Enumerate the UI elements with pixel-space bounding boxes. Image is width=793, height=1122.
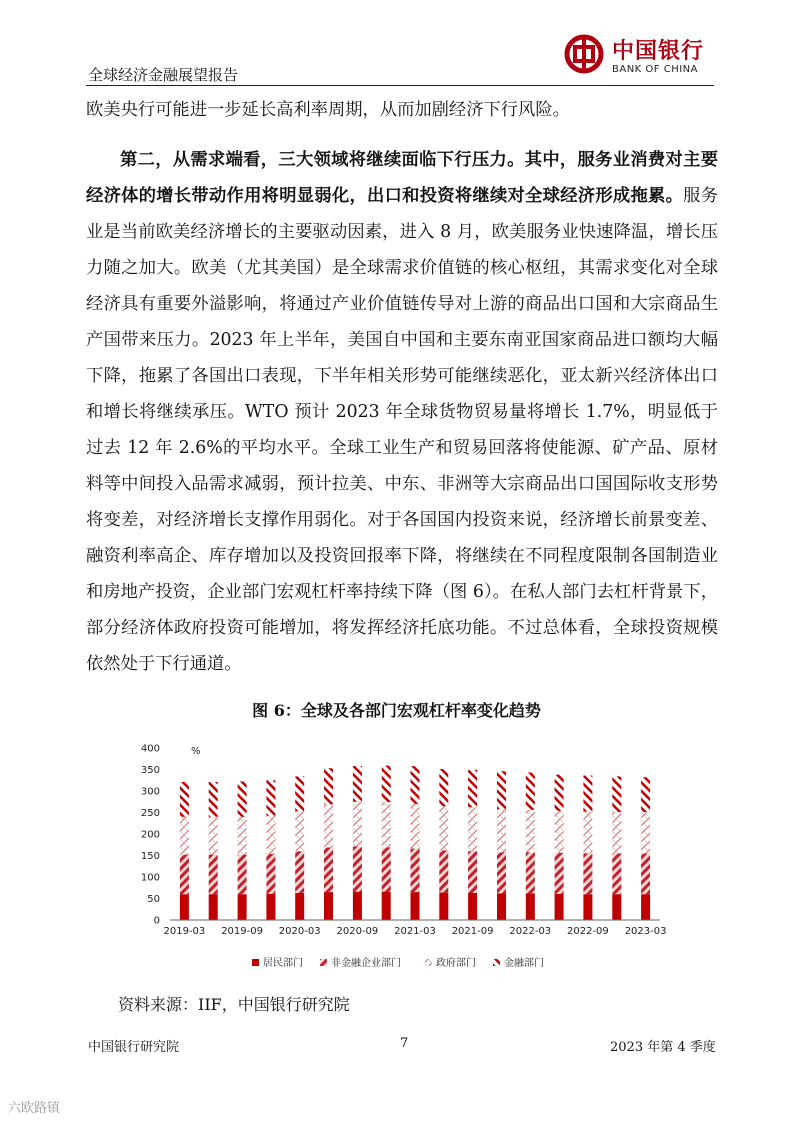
- leverage-chart: [100, 735, 680, 980]
- bar-financial: [238, 782, 247, 817]
- bar-financial: [266, 780, 275, 815]
- bar-financial: [497, 771, 506, 809]
- x-tick-label: 2020-09: [336, 926, 379, 937]
- bar-household: [209, 894, 218, 920]
- y-tick-label: 250: [140, 808, 160, 819]
- bar-household: [180, 894, 189, 920]
- header-divider: [86, 85, 714, 86]
- legend-label: 居民部门: [263, 958, 303, 969]
- footer-period: 2023 年第 4 季度: [610, 1040, 716, 1055]
- legend-swatch: [252, 959, 259, 966]
- bar-household: [382, 892, 391, 920]
- bar-corporate: [353, 847, 362, 892]
- bar-corporate: [411, 849, 420, 892]
- bar-government: [295, 811, 304, 851]
- legend-label: 政府部门: [436, 958, 476, 969]
- legend-swatch: [425, 959, 432, 966]
- bar-household: [497, 893, 506, 920]
- y-tick-label: 150: [140, 851, 160, 862]
- bar-corporate: [641, 853, 650, 894]
- report-title: 全球经济金融展望报告: [88, 66, 239, 84]
- bar-corporate: [439, 850, 448, 892]
- x-tick-label: 2019-09: [221, 926, 263, 937]
- bar-financial: [555, 775, 564, 811]
- bar-financial: [641, 777, 650, 812]
- x-tick-label: 2022-09: [567, 926, 609, 937]
- bar-government: [353, 802, 362, 847]
- bar-household: [295, 893, 304, 920]
- bar-household: [526, 893, 535, 920]
- bar-government: [266, 816, 275, 854]
- legend-label: 非金融企业部门: [331, 958, 401, 969]
- bar-financial: [180, 782, 189, 817]
- bar-financial: [468, 770, 477, 807]
- bar-household: [641, 894, 650, 920]
- y-tick-label: 100: [140, 872, 160, 884]
- paragraph-2-body: 服务业是当前欧美经济增长的主要驱动因素，进入 8 月，欧美服务业快速降温，增长压力随之加大。欧美（尤其美国）是全球需求价值链的核心枢纽，其需求变化对全球经济具有重要外溢影响，将通过产业价值链传导对上游的商品出口国和大宗商品生产国带来压力。2023 年上半年，美国自中国和主要东南亚国家商品进口额均大幅下降，拖累了各国出口表现，下半年相关形势可能继续恶化，亚太新兴经济体出口和增长将继续承压。WTO 预计 2023 年全球货物贸易量将增长 1.7%，明显低于过去 12 年 2.6%的平均水平。全球工业生产和贸易回落将使能源、矿产品、原材料等中间投入品需求减弱，预计拉美、中东、非洲等大宗商品出口国国际收支形势将变差，对经济增长支撑作用弱化。对于各国国内投资来说，经济增长前景变差、融资利率高企、库存增加以及投资回报率下降，将继续在不同程度限制各国制造业和房地产投资，企业部门宏观杠杆率持续下降（图 6）。在私人部门去杠杆背景下，部分经济体政府投资可能增加，将发挥经济托底功能。不过总体看，全球投资规模依然处于下行通道。: [86, 186, 718, 674]
- bar-household: [324, 892, 333, 920]
- bar-government: [324, 804, 333, 847]
- bar-government: [555, 811, 564, 853]
- y-tick-label: 300: [140, 786, 160, 798]
- y-tick-label: 50: [147, 894, 160, 905]
- bar-corporate: [526, 853, 535, 894]
- paragraph-1: 欧美央行可能进一步延长高利率周期，从而加剧经济下行风险。: [86, 100, 570, 120]
- bar-household: [411, 892, 420, 920]
- bar-corporate: [555, 853, 564, 894]
- watermark: 六欧路镇: [8, 1101, 61, 1116]
- bar-government: [411, 804, 420, 849]
- bar-government: [641, 812, 650, 853]
- bar-government: [382, 802, 391, 847]
- bar-household: [612, 894, 621, 920]
- bank-of-china-logo-icon: [560, 32, 610, 82]
- bar-corporate: [497, 853, 506, 894]
- y-tick-label: 200: [140, 829, 160, 841]
- bar-household: [238, 894, 247, 920]
- bar-government: [583, 812, 592, 854]
- figure-title: 图 6：全球及各部门宏观杠杆率变化趋势: [252, 701, 541, 720]
- bar-corporate: [209, 855, 218, 895]
- bar-financial: [411, 766, 420, 804]
- bar-financial: [353, 766, 362, 802]
- chart-legend: [252, 956, 544, 969]
- y-tick-label: 0: [153, 915, 160, 927]
- bar-corporate: [468, 851, 477, 893]
- bar-corporate: [583, 853, 592, 894]
- legend-swatch: [320, 959, 327, 966]
- bar-financial: [324, 768, 333, 804]
- bar-government: [238, 817, 247, 855]
- y-tick-label: 350: [140, 765, 160, 776]
- bar-financial: [612, 776, 621, 812]
- bar-household: [353, 892, 362, 920]
- bar-household: [583, 894, 592, 920]
- paragraph-2: [86, 142, 718, 682]
- bar-government: [439, 806, 448, 850]
- bar-financial: [526, 773, 535, 810]
- bar-corporate: [382, 847, 391, 891]
- bar-household: [468, 893, 477, 920]
- bar-corporate: [612, 853, 621, 894]
- y-axis: [141, 744, 160, 927]
- bar-government: [526, 810, 535, 853]
- bar-corporate: [324, 847, 333, 892]
- bar-government: [468, 807, 477, 851]
- bar-financial: [209, 782, 218, 817]
- bar-financial: [295, 776, 304, 811]
- bar-government: [209, 817, 218, 855]
- bar-government: [497, 809, 506, 852]
- x-tick-label: 2023-03: [624, 926, 667, 937]
- bar-corporate: [238, 855, 247, 895]
- x-tick-label: 2020-03: [278, 926, 321, 937]
- bar-government: [180, 817, 189, 855]
- bar-corporate: [295, 851, 304, 893]
- bar-household: [555, 894, 564, 920]
- page-number: 7: [400, 1036, 409, 1051]
- figure-source: 资料来源：IIF，中国银行研究院: [118, 995, 350, 1014]
- x-tick-label: 2021-09: [451, 926, 494, 937]
- y-tick-label: 400: [140, 743, 160, 755]
- bar-financial: [382, 766, 391, 803]
- logo-english-text: BANK OF CHINA: [612, 64, 698, 75]
- footer-org: 中国银行研究院: [88, 1040, 180, 1055]
- bar-financial: [439, 769, 448, 806]
- x-axis: [164, 920, 667, 937]
- x-tick-label: 2021-03: [394, 926, 436, 937]
- x-tick-label: 2022-03: [509, 926, 552, 937]
- legend-label: 金融部门: [504, 958, 544, 969]
- bar-household: [439, 893, 448, 921]
- bar-household: [266, 894, 275, 920]
- legend-swatch: [493, 959, 500, 966]
- logo-chinese-text: 中国银行: [612, 39, 705, 64]
- x-tick-label: 2019-03: [163, 926, 206, 937]
- paragraph-2-lead: 第二，从需求端看，三大领域将继续面临下行压力。其中，服务业消费对主要经济体的增长带动作用将明显弱化，出口和投资将继续对全球经济形成拖累。: [86, 150, 718, 206]
- bar-government: [612, 812, 621, 853]
- bar-corporate: [180, 855, 189, 895]
- bars-group: [180, 766, 650, 920]
- bar-financial: [583, 776, 592, 812]
- bar-corporate: [266, 854, 275, 894]
- y-axis-unit-label: %: [191, 746, 201, 757]
